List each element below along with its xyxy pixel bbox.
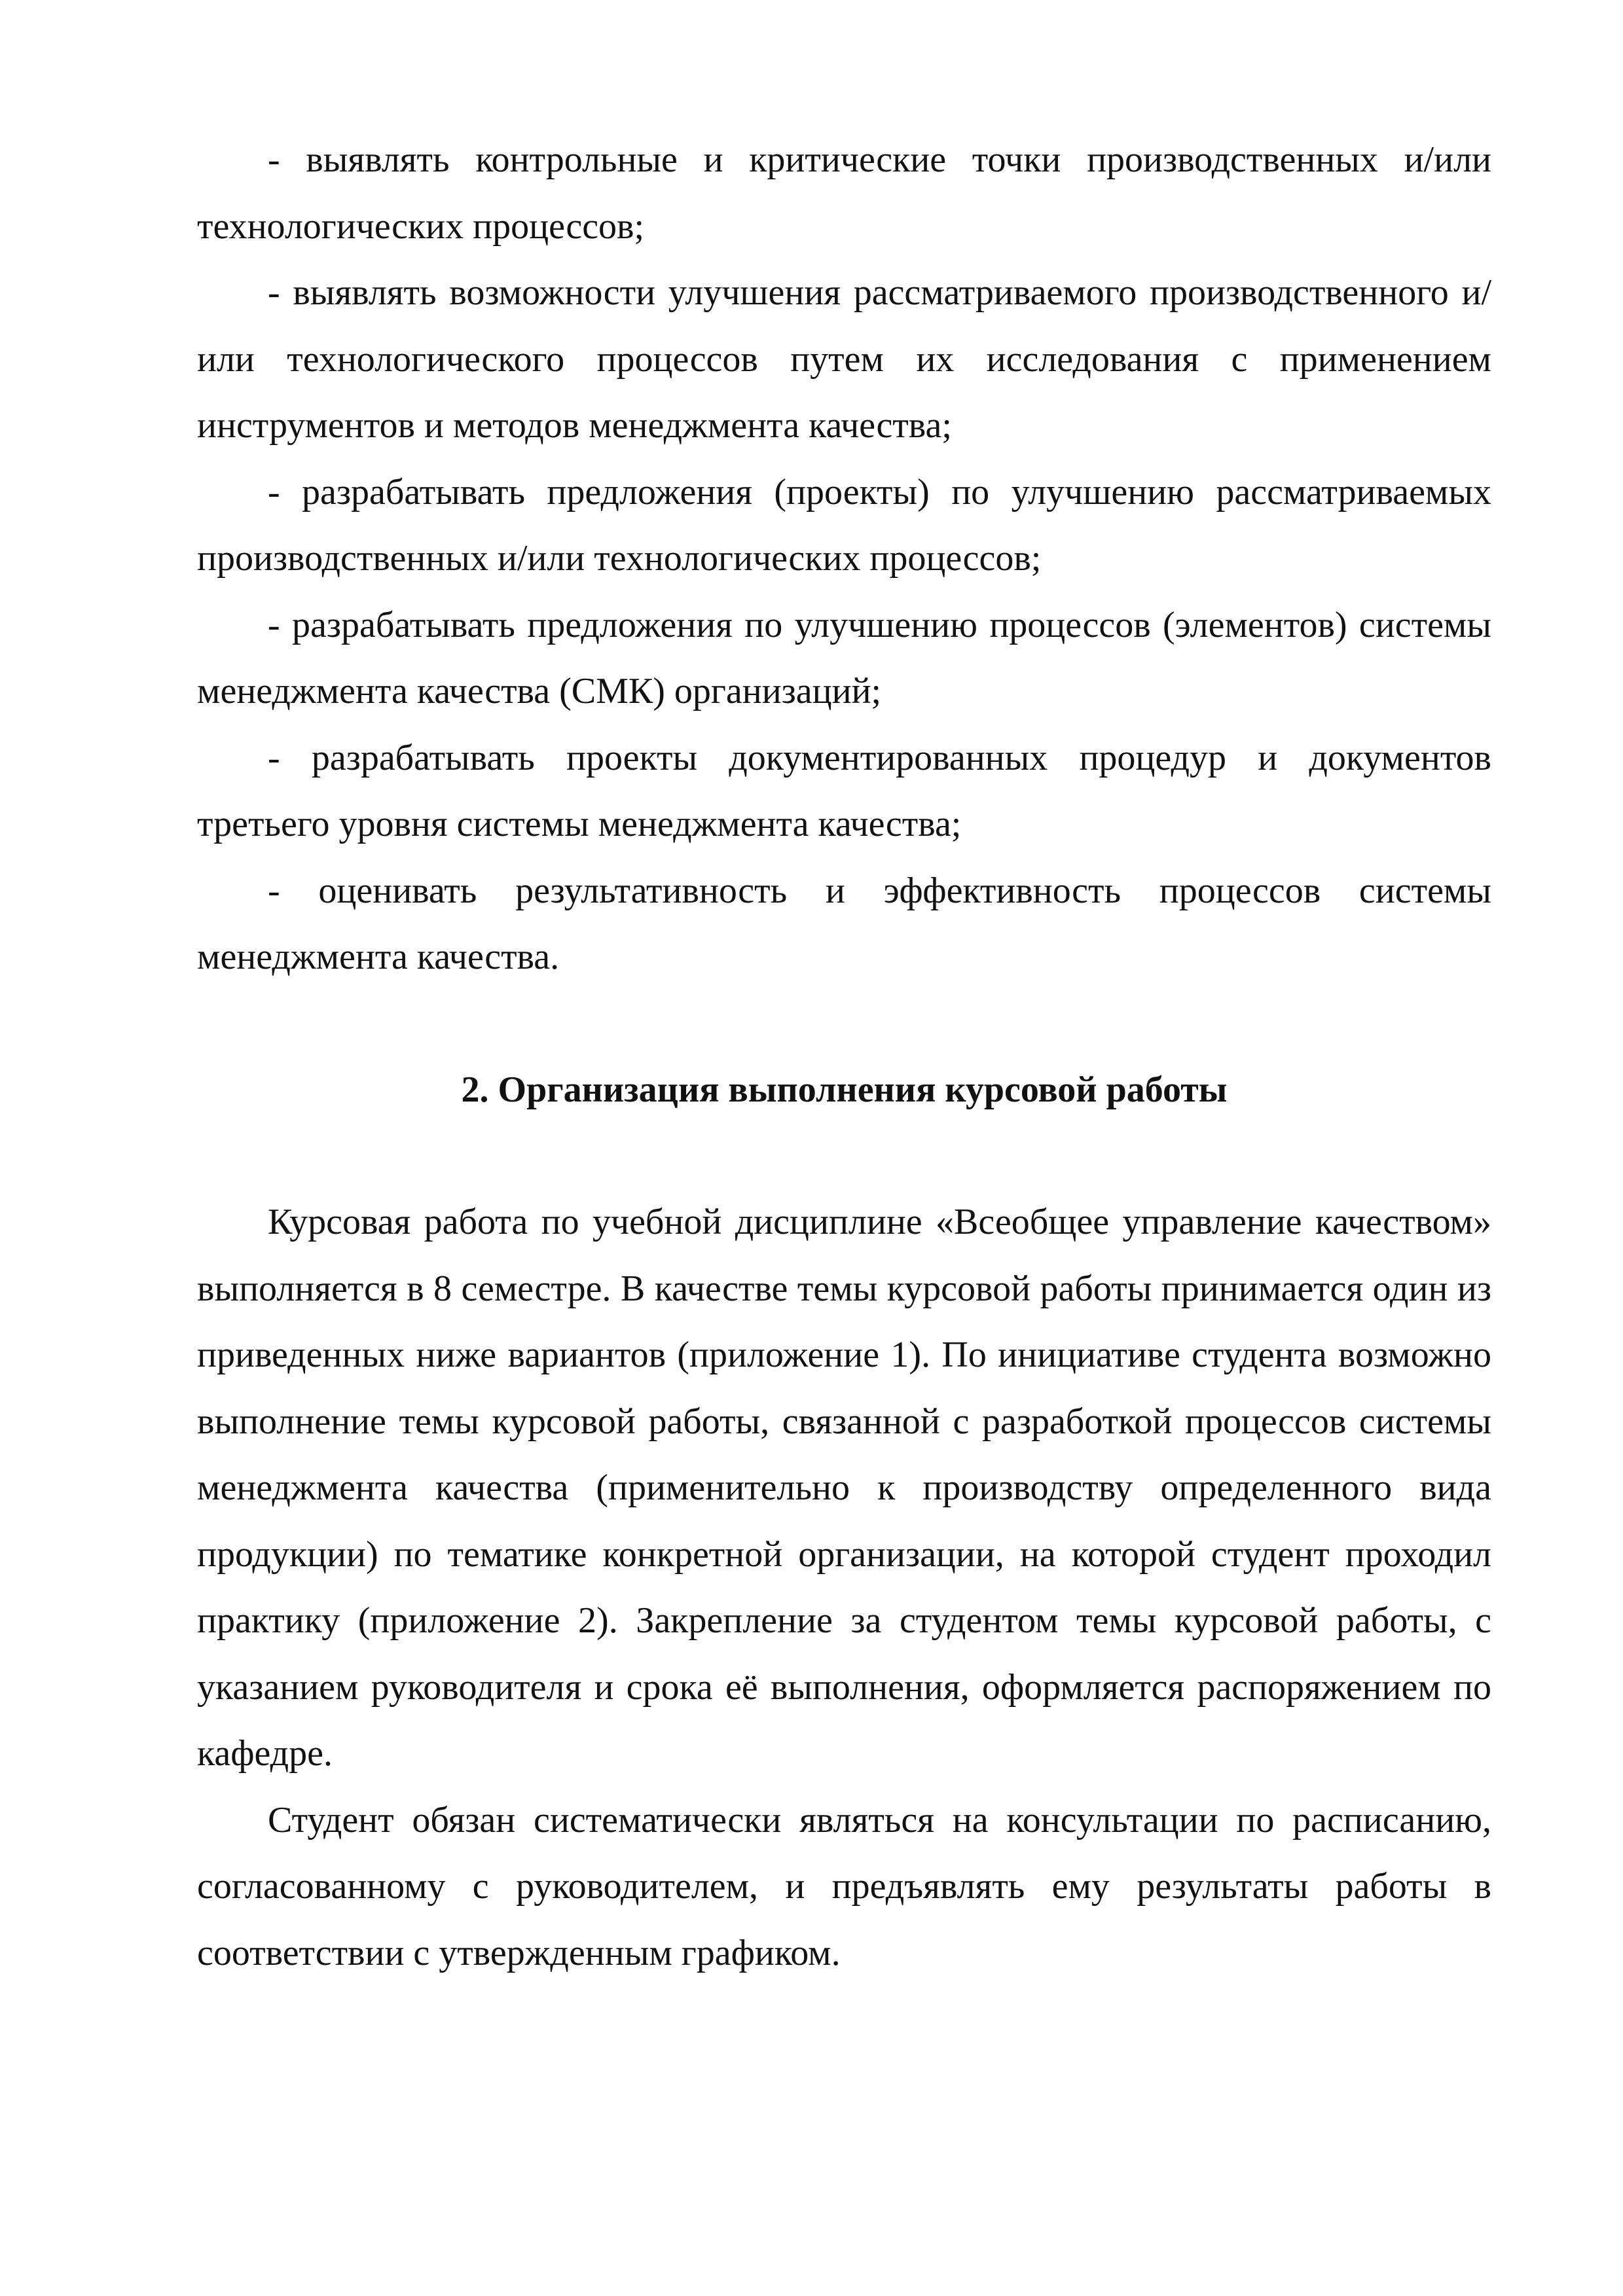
bullet-item: - разрабатывать предложения (проекты) по улучшению рассматриваемых производственных и/или технологических процессов; <box>197 471 1491 579</box>
section-heading: 2. Организация выполнения курсовой работы <box>461 1069 1228 1110</box>
page-content <box>197 127 1491 1986</box>
bullet-item: - выявлять контрольные и критические точки производственных и/или технологических процессов; <box>197 139 1491 247</box>
body-paragraph: Студент обязан систематически являться на консультации по расписанию, согласованному с руководителем, и предъявлять ему результаты работы в соответствии с утвержденным графиком. <box>197 1799 1491 1973</box>
bullet-item: - оценивать результативность и эффективность процессов системы менеджмента качества. <box>197 870 1491 977</box>
bullet-item: - разрабатывать проекты документированных процедур и документов третьего уровня системы менеджмента качества; <box>197 737 1491 844</box>
bullet-item: - разрабатывать предложения по улучшению процессов (элементов) системы менеджмента качества (СМК) организаций; <box>197 604 1491 711</box>
bullet-item: - выявлять возможности улучшения рассматриваемого производственного и/или технологического процессов путем их исследования с применением инструментов и методов менеджмента качества; <box>197 272 1491 446</box>
body-paragraph: Курсовая работа по учебной дисциплине «Всеобщее управление качеством» выполняется в 8 семестре. В качестве темы курсовой работы принимается один из приведенных ниже вариантов (приложение 1). По инициативе студента возможно выполнение темы курсовой работы, связанной с разработкой процессов системы менеджмента качества (применительно к производству определенного вида продукции) по тематике конкретной организации, на которой студент проходил практику (приложение 2). Закрепление за студентом темы курсовой работы, с указанием руководителя и срока её выполнения, оформляется распоряжением по кафедре. <box>197 1202 1491 1774</box>
